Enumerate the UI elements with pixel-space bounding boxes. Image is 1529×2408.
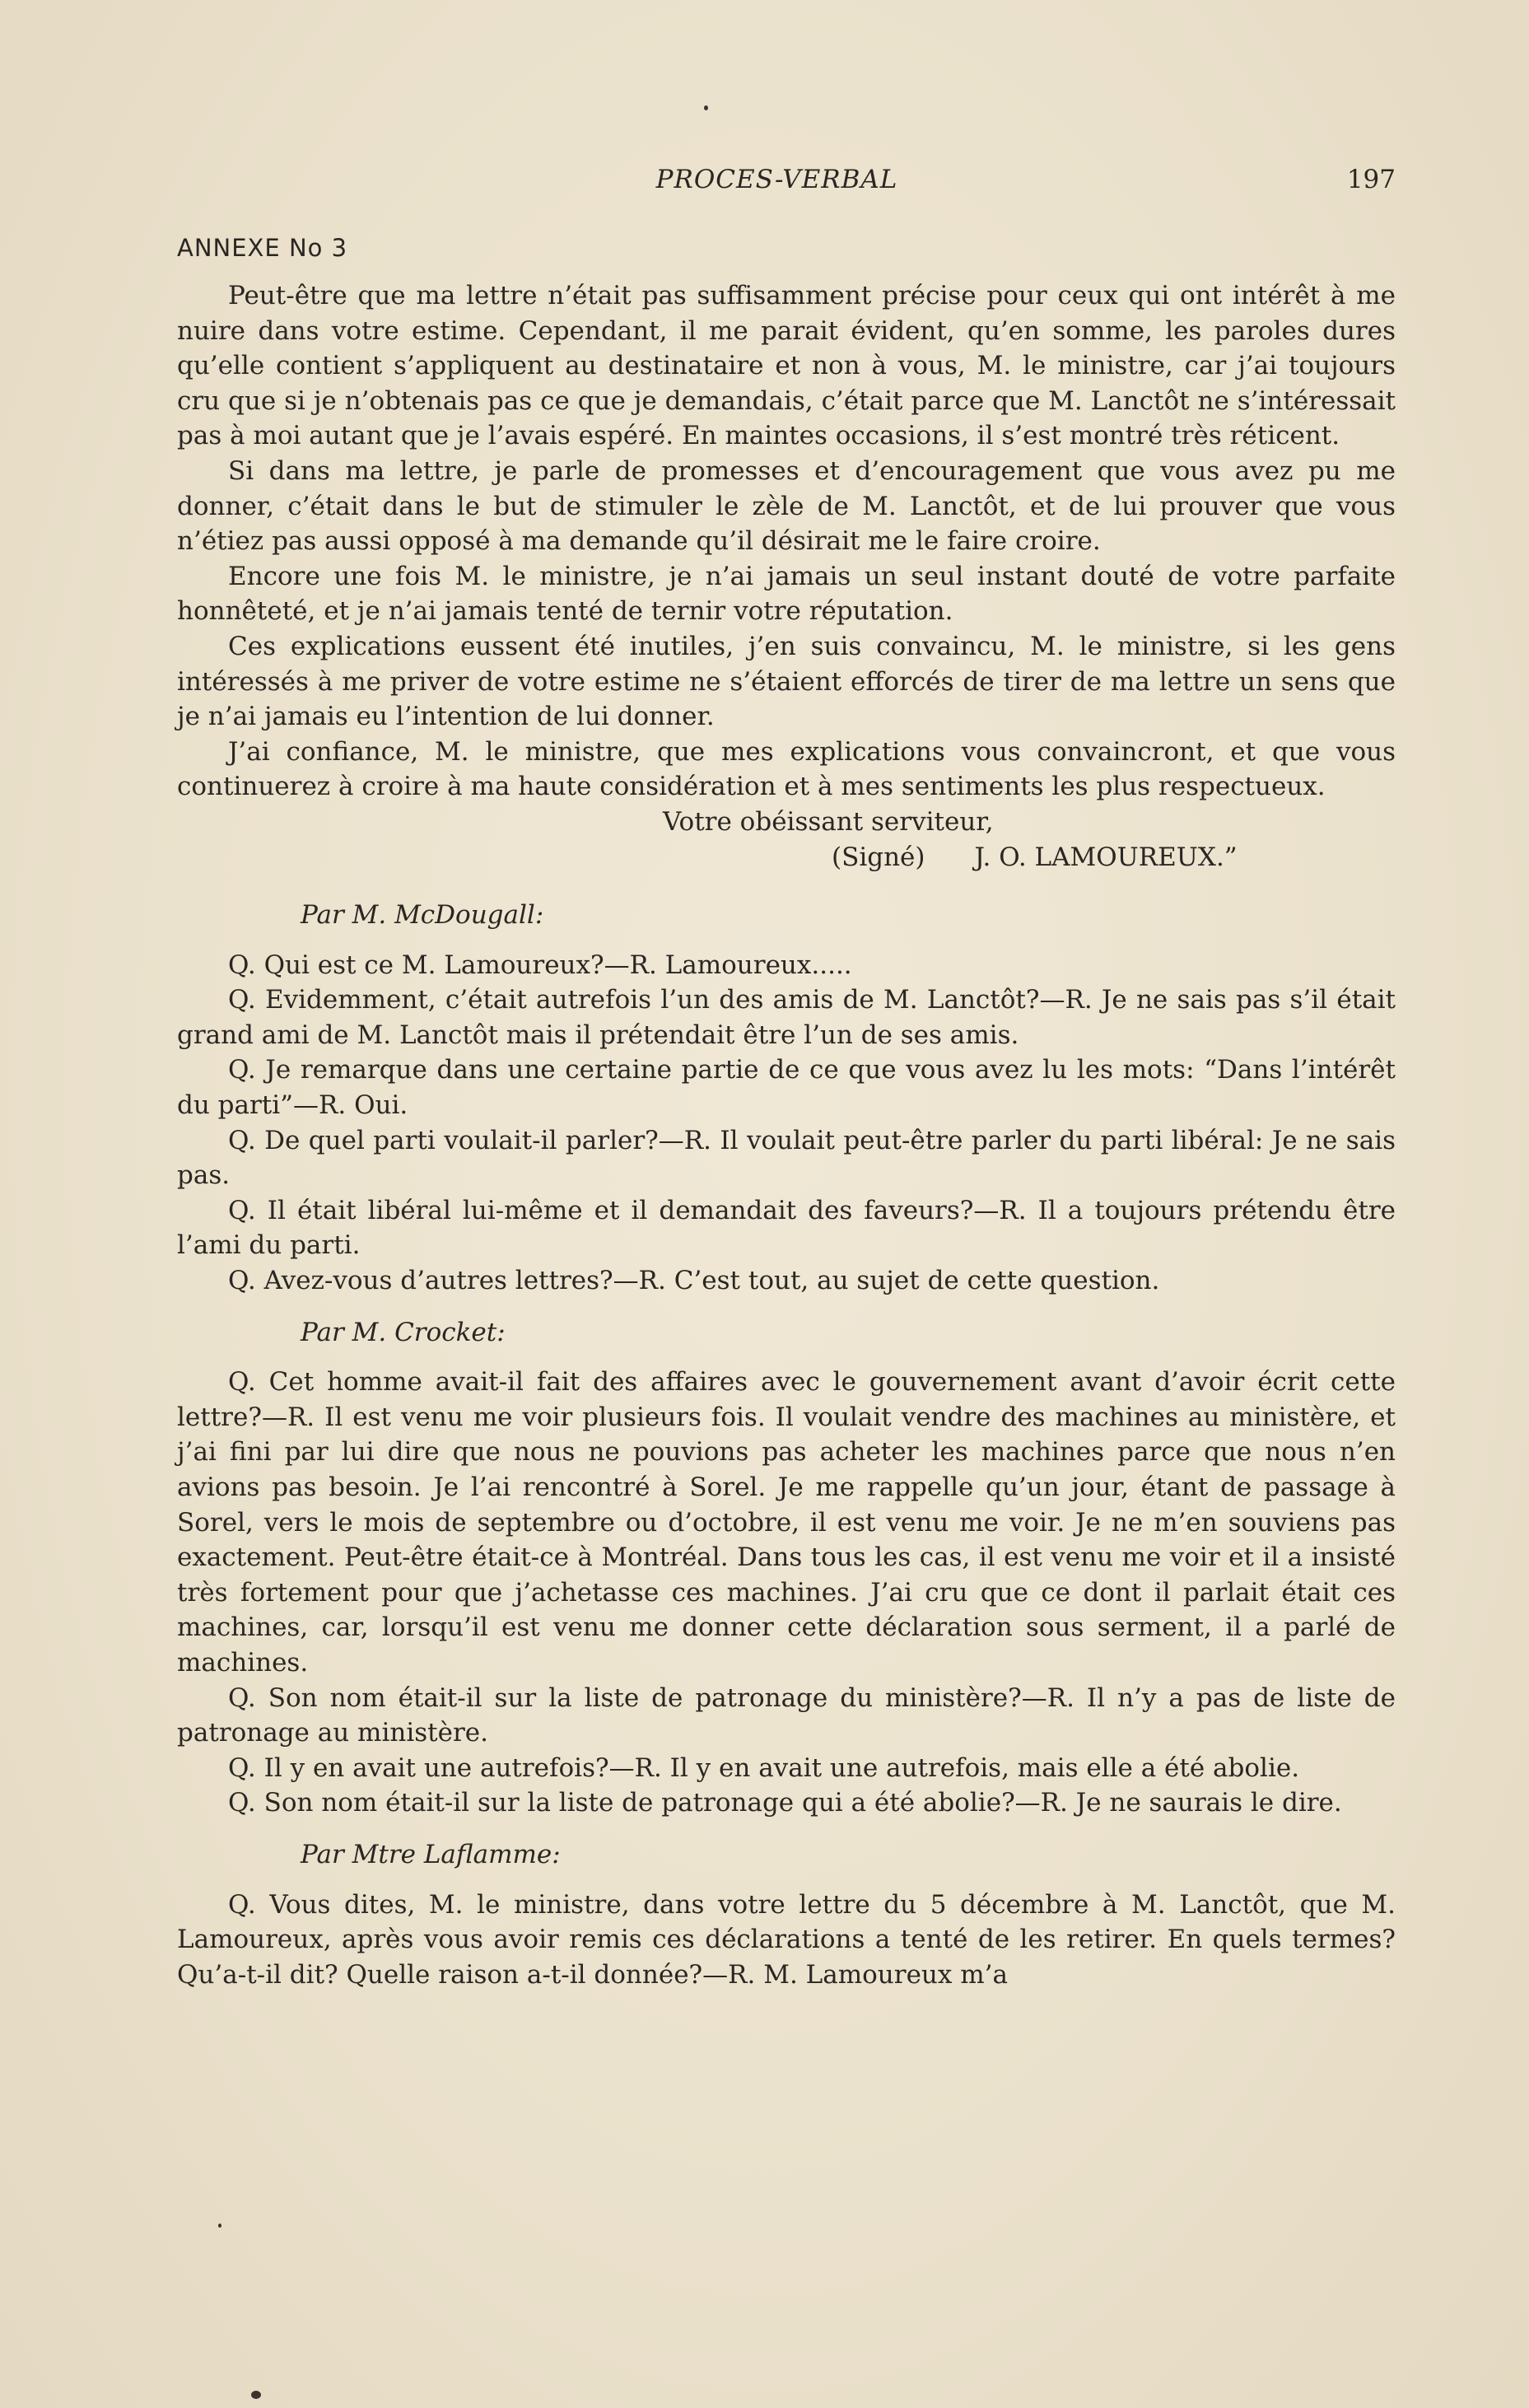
speaker-heading-mcdougall: Par M. McDougall: [301, 900, 544, 931]
qa-paragraph: Q. Son nom était-il sur la liste de patronage du ministère?—R. Il n’y a pas de liste de patronage au ministère. [177, 1682, 1396, 1748]
qa-paragraph: Q. Avez-vous d’autres lettres?—R. C’est tout, au sujet de cette question. [228, 1266, 1160, 1296]
letter-closing: Votre obéissant serviteur, [663, 806, 994, 837]
testimony-section-mcdougall [177, 948, 1396, 1299]
signature-line [177, 840, 1396, 875]
letter-continuation [177, 278, 1396, 875]
testimony-section-crocket [177, 1365, 1396, 1821]
speaker-heading-laflamme: Par Mtre Laflamme: [301, 1839, 561, 1869]
letter-paragraph: Ces explications eussent été inutiles, j’en suis convaincu, M. le ministre, si les gens intéressés à me priver de votre estime ne s’étaient efforcés de tirer de ma lettre un sens que je n’ai jamais eu l’intention de lui donner. [177, 631, 1396, 732]
running-title: PROCES-VERBAL [655, 165, 898, 194]
qa-paragraph: Q. Je remarque dans une certaine partie de ce que vous avez lu les mots: “Dans l’intérêt du parti”—R. Oui. [177, 1055, 1396, 1121]
letter-paragraph: Si dans ma lettre, je parle de promesses et d’encouragement que vous avez pu me donner, c’était dans le but de stimuler le zèle de M. Lanctôt, et de lui prouver que vous n’étiez pas aussi opposé à ma demande qu’il désirait me le faire croire. [177, 455, 1396, 557]
ink-speck [251, 2391, 261, 2399]
testimony-section-laflamme [177, 1888, 1396, 1993]
ink-speck [704, 105, 708, 110]
qa-paragraph: Q. Evidemment, c’était autrefois l’un des amis de M. Lanctôt?—R. Je ne sais pas s’il était grand ami de M. Lanctôt mais il prétendait être l’un de ses amis. [177, 985, 1396, 1050]
qa-paragraph: Q. De quel parti voulait-il parler?—R. Il voulait peut-être parler du parti libéral: Je ne sais pas. [177, 1125, 1396, 1191]
signed-label: (Signé) [832, 842, 925, 872]
qa-paragraph: Q. Il y en avait une autrefois?—R. Il y en avait une autrefois, mais elle a été abolie. [228, 1752, 1300, 1783]
letter-paragraph: Encore une fois M. le ministre, je n’ai jamais un seul instant douté de votre parfaite honnêteté, et je n’ai jamais tenté de ternir votre réputation. [177, 561, 1396, 627]
letter-paragraph: Peut-être que ma lettre n’était pas suffisamment précise pour ceux qui ont intérêt à me nuire dans votre estime. Cependant, il me parait évident, qu’en somme, les paroles dures qu’elle contient s’appliquent au destinataire et non à vous, M. le ministre, car j’ai toujours cru que si je n’obtenais pas ce que je demandais, c’était parce que M. Lanctôt ne s’intéressait pas à moi autant que je l’avais espéré. En maintes occasions, il s’est montré très réticent. [177, 281, 1396, 451]
letter-paragraph: J’ai confiance, M. le ministre, que mes explications vous convaincront, et que vous continuerez à croire à ma haute considération et à mes sentiments les plus respectueux. [177, 736, 1396, 802]
page-number: 197 [1346, 165, 1396, 194]
qa-paragraph: Q. Cet homme avait-il fait des affaires avec le gouvernement avant d’avoir écrit cette lettre?—R. Il est venu me voir plusieurs fois. Il voulait vendre des machines au ministère, et j’ai fini par lui dire que nous ne pouvions pas acheter les machines parce que nous n’en avions pas besoin. Je l’ai rencontré à Sorel. Je me rappelle qu’un jour, étant de passage à Sorel, vers le mois de septembre ou d’octobre, il est venu me voir. Je ne m’en souviens pas exactement. Peut-être était-ce à Montréal. Dans tous les cas, il est venu me voir et il a insisté très fortement pour que j’achetasse ces machines. J’ai cru que ce dont il parlait était ces machines, car, lorsqu’il est venu me donner cette déclaration sous serment, il a parlé de machines. [177, 1367, 1396, 1678]
ink-speck [218, 2224, 221, 2228]
qa-paragraph: Q. Vous dites, M. le ministre, dans votre lettre du 5 décembre à M. Lanctôt, que M. Lamoureux, après vous avoir remis ces déclarations a tenté de les retirer. En quels termes? Qu’a-t-il dit? Quelle raison a-t-il donnée?—R. M. Lamoureux m’a [177, 1889, 1396, 1990]
speaker-heading-crocket: Par M. Crocket: [301, 1317, 506, 1347]
annex-label: ANNEXE No 3 [177, 234, 348, 262]
page-body [177, 278, 1396, 1992]
qa-paragraph: Q. Il était libéral lui-même et il demandait des faveurs?—R. Il a toujours prétendu être l’ami du parti. [177, 1195, 1396, 1261]
qa-paragraph: Q. Son nom était-il sur la liste de patronage qui a été abolie?—R. Je ne saurais le dire. [228, 1788, 1342, 1818]
qa-paragraph: Q. Qui est ce M. Lamoureux?—R. Lamoureux..... [228, 950, 852, 980]
running-head [0, 165, 1529, 206]
signature-name: J. O. LAMOUREUX.” [974, 842, 1238, 872]
